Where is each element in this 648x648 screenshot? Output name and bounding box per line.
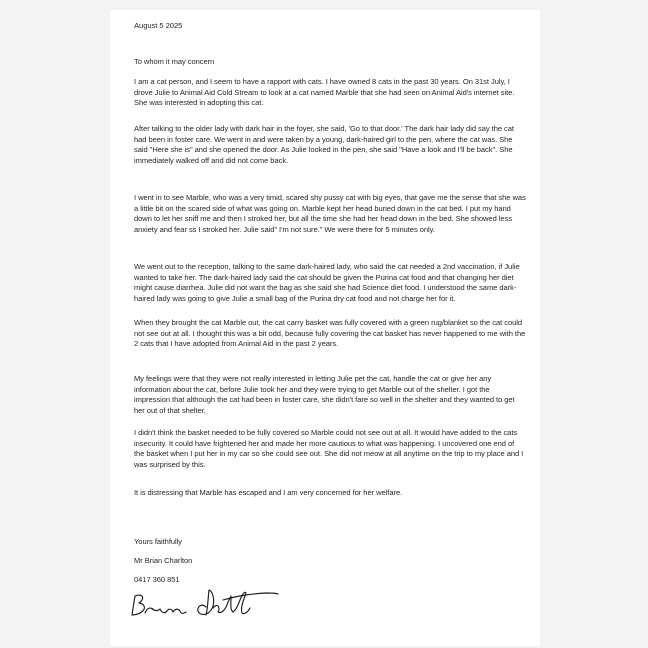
handwritten-signature <box>122 584 282 628</box>
paragraph-covered-basket: I didn't think the basket needed to be fully covered so Marble could not see out at all. It would have added to the cats insecurity. It could have frightened her and made her more cautious to what was happening. I uncovered one end of the basket when I put her in my car so she could see out. She did not meow at all anytime on the trip to my place and I was surprised by this. <box>134 428 524 469</box>
paragraph-feelings: My feelings were that they were not really interested in letting Julie pet the cat, handle the cat or give her any information about the cat, before Julie took her and they were trying to get Marble out of the shelter. I got the impression that although the cat had been in foster care, she didn't fare so well in the shelter and they wanted to get her out of that shelter. <box>134 374 515 415</box>
letter-date: August 5 2025 <box>134 21 183 30</box>
paragraph-reception: We went out to the reception, talking to the same dark-haired lady, who said the cat needed a 2nd vaccination, if Julie wanted to take her. The dark-haired lady said the cat should be given the Purina cat food and that changing her diet might cause diarrhea. Julie did not want the bag as she said she had Science diet food. I understood the same dark-haired lady was going to give Julie a small bag of the Purina dry cat food and not charge her for it. <box>134 262 520 303</box>
sender-name: Mr Brian Charlton <box>134 556 193 565</box>
letter-page <box>110 10 540 646</box>
paragraph-concern: It is distressing that Marble has escaped and I am very concerned for her welfare. <box>134 488 403 497</box>
paragraph-meeting-marble: I went in to see Marble, who was a very timid, scared shy pussy cat with big eyes, that gave me the sense that she was a little bit on the scared side of what was going on. Marble kept her head buried down in the cat bed. I put my hand down to let her sniff me and then I stroked her, but all the time she had her head down in the bed. She showed less anxiety and fear ss I stroked her. Julie said" I'm not sure." We were there for 5 minutes only. <box>134 193 526 234</box>
paragraph-foyer: After talking to the older lady with dark hair in the foyer, she said, 'Go to that door.' The dark hair lady did say the cat had been in foster care. We went in and were taken by a young, dark-haired girl to the pen, where the cat was. She said "Here she is" and she opened the door. As Julie looked in the pen, she said "Have a look and I'll be back". She immediately walked off and did not come back. <box>134 124 514 165</box>
letter-salutation: To whom it may concern <box>134 57 215 66</box>
paragraph-basket: When they brought the cat Marble out, the cat carry basket was fully covered with a green rug/blanket so the cat could not see out at all. I thought this was a bit odd, because fully covering the cat basket has never happened to me with the 2 cats that I have adopted from Animal Aid in the past 2 years. <box>134 318 526 349</box>
letter-closing: Yours faithfully <box>134 537 183 546</box>
paragraph-intro: I am a cat person, and I seem to have a rapport with cats. I have owned 8 cats in the past 30 years. On 31st July, I drove Julie to Animal Aid Cold Stream to look at a cat named Marble that she had seen on Animal Aid's internet site. She was interested in adopting this cat. <box>134 77 515 108</box>
sender-phone: 0417 360 851 <box>134 575 180 584</box>
